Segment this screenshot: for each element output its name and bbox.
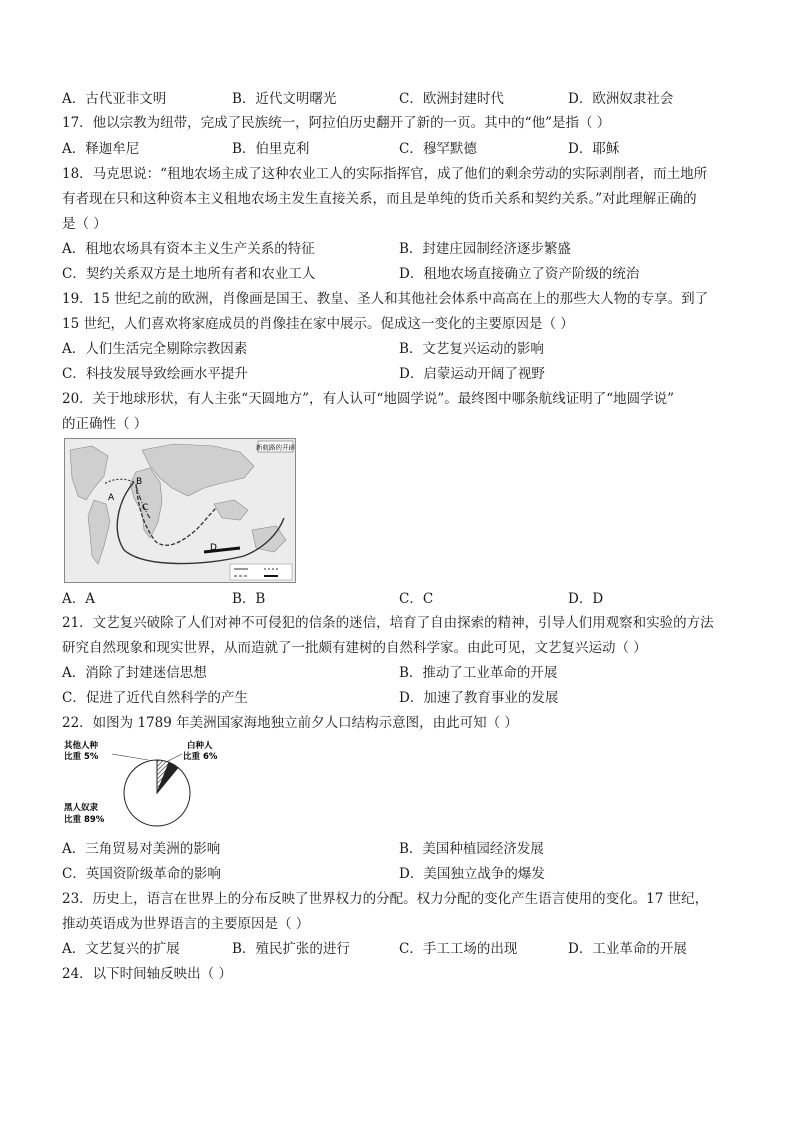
pie-slice-black xyxy=(124,760,190,826)
q22-option-b: B．美国种植园经济发展 xyxy=(399,841,544,857)
q16-option-a: A．古代亚非文明 xyxy=(62,91,167,107)
q19-stem-line2: 15 世纪，人们喜欢将家庭成员的肖像挂在家中展示。促成这一变化的主要原因是（ ） xyxy=(62,316,574,332)
q23-option-c: C．手工工场的出现 xyxy=(399,941,518,957)
q17-option-a: A．释迦牟尼 xyxy=(62,141,140,157)
q21-option-b: B．推动了工业革命的开展 xyxy=(399,665,558,681)
route-label-a: A xyxy=(108,493,115,503)
q18-option-c: C．契约关系双方是土地所有者和农业工人 xyxy=(62,266,316,282)
pie-label-other-line2: 比重 5% xyxy=(64,752,99,762)
q18-option-d: D．租地农场直接确立了资产阶级的统治 xyxy=(399,266,640,282)
q17-option-b: B．伯里克利 xyxy=(232,141,310,157)
q18-option-a: A．租地农场具有资本主义生产关系的特征 xyxy=(62,241,315,257)
q23-stem-line1: 23．历史上，语言在世界上的分布反映了世界权力的分配。权力分配的变化产生语言使用的变化。17 世纪， xyxy=(62,891,709,907)
pie-label-black-line1: 黑人奴隶 xyxy=(64,803,99,813)
pie-slices xyxy=(124,760,190,826)
q19-option-b: B．文艺复兴运动的影响 xyxy=(399,341,544,357)
map-title: 新航路的开辟 xyxy=(256,443,295,452)
q17-stem: 17．他以宗教为纽带，完成了民族统一，阿拉伯历史翻开了新的一页。其中的“他”是指（ ） xyxy=(62,115,611,131)
pie-label-white-line1: 白种人 xyxy=(187,741,213,751)
q18-stem-line1: 18．马克思说：“租地农场主成了这种农业工人的实际指挥官，成了他们的剩余劳动的实际剥削者，而土地所 xyxy=(62,166,708,182)
q17-option-c: C．穆罕默德 xyxy=(399,141,477,157)
q16-option-c: C．欧洲封建时代 xyxy=(399,91,504,107)
q21-stem-line1: 21．文艺复兴破除了人们对神不可侵犯的信条的迷信，培育了自由探索的精神，引导人们用观察和实验的方法 xyxy=(62,615,714,631)
q21-stem-line2: 研究自然现象和现实世界，从而造就了一批颇有建树的自然科学家。由此可见，文艺复兴运动（ ） xyxy=(62,640,647,656)
q22-stem: 22．如图为 1789 年美洲国家海地独立前夕人口结构示意图，由此可知（ ） xyxy=(62,715,518,731)
route-label-b: B xyxy=(136,477,143,487)
q20-option-a: A．A xyxy=(62,591,95,607)
q20-option-d: D．D xyxy=(568,591,604,607)
q20-option-b: B．B xyxy=(232,591,266,607)
q18-option-b: B．封建庄园制经济逐步繁盛 xyxy=(399,241,571,257)
q18-stem-line2: 有者现在只和这种资本主义租地农场主发生直接关系，而且是单纯的货币关系和契约关系。”对此理解正确的 xyxy=(62,191,697,207)
q19-option-a: A．人们生活完全剔除宗教因素 xyxy=(62,341,248,357)
pie-label-black-line2: 比重 89% xyxy=(64,815,105,825)
q21-option-c: C．促进了近代自然科学的产生 xyxy=(62,690,248,706)
q21-option-d: D．加速了教育事业的发展 xyxy=(399,690,559,706)
q20-option-c: C．C xyxy=(399,591,434,607)
pie-label-white-line2: 比重 6% xyxy=(183,752,218,762)
q18-stem-line3: 是（ ） xyxy=(62,216,107,232)
q19-stem-line1: 19．15 世纪之前的欧洲，肖像画是国王、教皇、圣人和其他社会体系中高高在上的那些大人物的专享。到了 xyxy=(62,291,709,307)
q22-option-c: C．英国资阶级革命的影响 xyxy=(62,866,221,882)
route-label-c: C xyxy=(142,503,149,513)
q16-option-b: B．近代文明曙光 xyxy=(232,91,337,107)
pie-label-other-line1: 其他人种 xyxy=(64,741,99,751)
q20-stem-line2: 的正确性（ ） xyxy=(62,416,148,432)
q20-stem-line1: 20．关于地球形状，有人主张“天圆地方”，有人认可“地圆学说”。最终图中哪条航线证明了“地圆学说” xyxy=(62,391,675,407)
q19-option-c: C．科技发展导致绘画水平提升 xyxy=(62,366,248,382)
route-label-d: D xyxy=(210,543,217,553)
q16-option-d: D．欧洲奴隶社会 xyxy=(568,91,674,107)
q23-stem-line2: 推动英语成为世界语言的主要原因是（ ） xyxy=(62,916,310,932)
q19-option-d: D．启蒙运动开阔了视野 xyxy=(399,366,545,382)
q23-option-a: A．文艺复兴的扩展 xyxy=(62,941,180,957)
new-sea-routes-map xyxy=(64,438,296,583)
q17-option-d: D．耶稣 xyxy=(568,141,620,157)
q23-option-b: B．殖民扩张的进行 xyxy=(232,941,350,957)
q22-option-d: D．美国独立战争的爆发 xyxy=(399,866,545,882)
q21-option-a: A．消除了封建迷信思想 xyxy=(62,665,207,681)
q22-option-a: A．三角贸易对美洲的影响 xyxy=(62,841,221,857)
haiti-population-pie xyxy=(62,738,242,830)
q23-option-d: D．工业革命的开展 xyxy=(568,941,687,957)
q24-stem: 24．以下时间轴反映出（ ） xyxy=(62,966,232,982)
